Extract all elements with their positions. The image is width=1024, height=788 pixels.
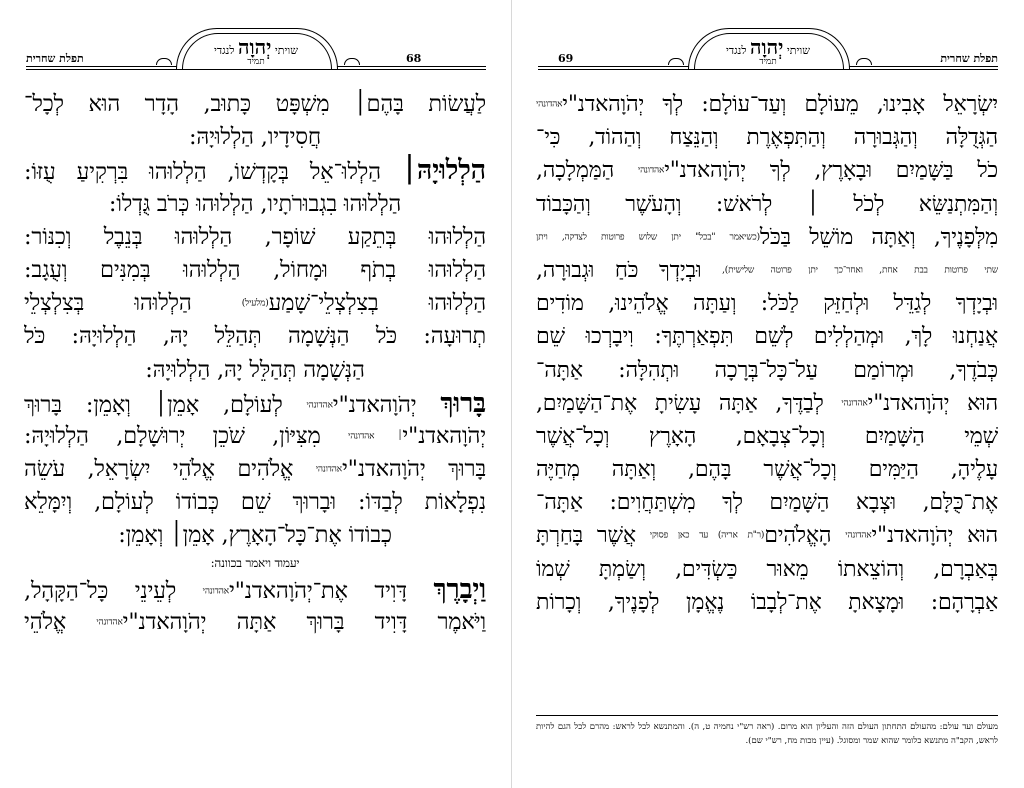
- header-rule: [26, 69, 486, 70]
- header-rule: [538, 69, 998, 70]
- inline-note: אהדונהי: [637, 165, 665, 176]
- text-line: [24, 320, 486, 353]
- line-text: יעמוד ויאמר בכוונה:: [210, 555, 300, 570]
- text-line: [24, 254, 486, 287]
- brand-pre: שויתי: [786, 44, 810, 57]
- right-page: [512, 0, 1024, 788]
- text-line: [24, 519, 486, 552]
- line-text: כֹל בַּשָּׁמַיִם וּבָאָרֶץ, לְךָ יְהֹוָהאדנ"י: [664, 158, 998, 184]
- ornament-icon: [856, 58, 872, 65]
- page-number: 68: [406, 52, 422, 65]
- inline-note: אהדונהי: [536, 99, 563, 110]
- line-text: דָּוִיד אֶת־יְהֹוָהאדנ"י: [228, 577, 434, 604]
- text-line: [24, 553, 486, 573]
- line-text: הַלְלוּהוּ בְּתֵקַע שׁוֹפָר, הַלְלוּהוּ בְּנֵבֶל וְכִנּוֹר:: [24, 223, 486, 250]
- line-text: מִלְּפָנֶיךָ, וְאַתָּה מוֹשֵׁל בַּכֹּל: [759, 224, 998, 250]
- line-text: לַעֲשׂוֹת בָּהֶם׀ מִשְׁפָּט כָּתוּב, הָדָר הוּא לְכָל־: [24, 91, 486, 117]
- text-line: [536, 287, 998, 320]
- text-line: [536, 354, 998, 387]
- inline-note: אהדונהי: [96, 617, 123, 628]
- text-line: [536, 221, 998, 254]
- line-text: אֲשֶׁר בָּחַרְתָּ: [536, 523, 650, 549]
- line-text: אַבְרָהָם: וּמָצָאתָ אֶת־לְבָבוֹ נֶאֱמָן לְפָנֶיךָ, וְכָרוֹת: [536, 589, 998, 615]
- line-text: וְהַמִּתְנַשֵּׂא לְכֹל ׀ לְרֹאשׁ: וְהָעֹשֶׁר וְהַכָּבוֹד: [536, 191, 998, 217]
- brand-name: יְהוָה: [750, 35, 784, 59]
- inline-note: אהדונהי: [845, 530, 872, 541]
- text-line: [536, 154, 998, 187]
- page-number: 69: [558, 52, 574, 65]
- text-line: [536, 553, 998, 586]
- line-text: לְעוֹלָם, אָמֵן׀ וְאָמֵן: בָּרוּךְ: [24, 391, 307, 418]
- line-text: בְּאַבְרָם, וְהוֹצֵאתוֹ מֵאוּר כַּשְׂדִּים, וְשַׂמְתָּ שְׁמוֹ: [536, 556, 998, 582]
- inline-note: (כשיאמר "בכל" יתן שלוש פרוטות לצדקה, ויתן: [536, 232, 760, 243]
- text-line: [536, 121, 998, 154]
- line-text: חֲסִידָיו, הַלְלוּיָהּ:: [189, 124, 321, 151]
- text-line: [24, 287, 486, 320]
- text-line: [536, 486, 998, 519]
- line-text: אֶת־כֻּלָּם, וּצְבָא הַשָּׁמַיִם לְךָ מִשְׁתַּחֲוִים: אַתָּה־: [536, 490, 998, 516]
- line-text: כְּבֹדֶךָ, וּמְרוֹמַם עַל־כָּל־בְּרָכָה וּתְהִלָּה: אַתָּה־: [536, 357, 998, 383]
- line-text: הַלְלוּ־אֵל בְּקָדְשׁוֹ, הַלְלוּהוּ בִּרְקִיעַ עֻזּוֹ:: [24, 159, 402, 186]
- running-title: תפלת שחרית: [940, 52, 998, 65]
- line-text: בָּרוּךְ יְהֹוָהאדנ"י: [341, 456, 486, 483]
- line-text: הַלְלוּהוּ בִגְבוּרֹתָיו, הַלְלוּהוּ כְּרֹב גֻּדְלוֹ:: [108, 190, 402, 217]
- line-text: אֱלֹהִים אֱלֹהֵי יִשְׂרָאֵל, עֹשֵׂה: [24, 456, 316, 483]
- text-line: [536, 387, 998, 420]
- line-text: יְהֹוָהאדנ"י: [402, 422, 486, 449]
- inline-note: (ר"ת אריה) עד כאן פסוקי: [649, 530, 765, 541]
- line-text: וַיֹּאמֶר דָּוִיד בָּרוּךְ אַתָּה יְהֹוָהאדנ"י: [122, 608, 486, 635]
- ornament-icon: [668, 58, 684, 65]
- lead-word: וַיְבָרֶךְ: [433, 573, 486, 605]
- line-text: הוּא יְהֹוָהאדנ"י: [871, 523, 998, 549]
- text-line: [24, 387, 486, 420]
- text-line: [536, 254, 998, 287]
- inline-note: אהדונהי: [202, 586, 229, 597]
- line-text: וּבְיָדְךָ כֹּחַ וּגְבוּרָה,: [536, 257, 723, 283]
- line-text: הַלְלוּהוּ בְצִלְצְלֵי־שָׁמַע: [268, 290, 486, 317]
- text-line: [536, 88, 998, 121]
- line-text: נִפְלָאוֹת לְבַדּוֹ: וּבָרוּךְ שֵׁם כְּבוֹדוֹ לְעוֹלָם, וְיִמָּלֵא: [24, 489, 486, 516]
- text-line: [24, 453, 486, 486]
- line-text: הַגְּדֻלָּה וְהַגְּבוּרָה וְהַתִּפְאֶרֶת וְהַנֵּצַח וְהַהוֹד, כִּי־: [536, 125, 998, 151]
- line-text: לְעֵינֵי כָּל־הַקָּהָל,: [24, 577, 203, 604]
- brand-pre: שויתי: [274, 44, 298, 57]
- text-line: [536, 420, 998, 453]
- page-header: [538, 28, 998, 72]
- inline-note: שתי פרוטות בבת אחת, ואחר־כך יתן פרוטה שלישית),: [722, 265, 998, 276]
- text-line: [24, 154, 486, 187]
- text-line: [24, 606, 486, 639]
- text-body: [24, 88, 486, 639]
- inline-note: אהדונהי: [306, 400, 333, 411]
- line-text: הָאֱלֹהִים: [764, 523, 846, 549]
- line-text: וּבְיָדְךָ לְגַדֵּל וּלְחַזֵּק לַכֹּל: וְעַתָּה אֱלֹהֵינוּ, מוֹדִים: [536, 291, 998, 317]
- page-header: [26, 28, 486, 72]
- text-line: [536, 586, 998, 619]
- line-text: יִשְׂרָאֵל אָבִינוּ, מֵעוֹלָם וְעַד־עוֹלָם: לְךָ יְהֹוָהאדנ"י: [562, 92, 998, 117]
- inline-note: ׀ אהדונהי: [348, 431, 403, 442]
- line-text: הַלְלוּהוּ בְּצִלְצְלֵי: [24, 290, 242, 317]
- brand-post: לנגדי: [726, 44, 747, 57]
- line-text: הוּא יְהֹוָהאדנ"י: [867, 390, 998, 416]
- line-text: עָלֶיהָ, הַיַּמִּים וְכָל־אֲשֶׁר בָּהֶם, וְאַתָּה מְחַיֶּה: [536, 457, 998, 483]
- text-line: [24, 188, 486, 221]
- line-text: מִצִּיּוֹן, שֹׁכֵן יְרוּשָׁלָם, הַלְלוּיָהּ:: [24, 422, 349, 449]
- footnote: מעולם ועד עולם: מהעולם התחתון העולם הזה והעליון הוא מרום. (ראה רש"י נחמיה ט, ה). והמתנשא לכל לראש: מהרם לכל הגם להיות לראש, הקב"ה מתנשא כלומר שהוא שמר ומסוגל. (עיין מכות מח, רש"י שם).: [536, 722, 998, 746]
- text-line: [536, 188, 998, 221]
- text-line: [24, 420, 486, 453]
- header-brand: [186, 35, 326, 67]
- inline-note: אהדונהי: [841, 398, 868, 409]
- brand-name: יְהוָה: [238, 35, 272, 59]
- line-text: לְבַדֶּךָ, אַתָּה עָשִׂיתָ אֶת־הַשָּׁמַיִם,: [536, 390, 842, 416]
- ornament-icon: [344, 58, 360, 65]
- line-text: אֲנַחְנוּ לָךְ, וּמְהַלְלִים לְשֵׁם תִּפְאַרְתֶּךָ: וִיבָרְכוּ שֵׁם: [536, 324, 998, 350]
- running-title: תפלת שחרית: [26, 52, 84, 65]
- line-text: הַלְלוּהוּ בְתֹף וּמָחוֹל, הַלְלוּהוּ בְּמִנִּים וְעֻגָב:: [24, 256, 486, 283]
- brand-sub: תמיד: [247, 57, 265, 67]
- line-text: אֱלֹהֵי: [24, 608, 97, 635]
- text-line: [536, 453, 998, 486]
- brand-post: לנגדי: [214, 44, 235, 57]
- header-brand: [698, 35, 838, 67]
- footnote-rule: [536, 715, 998, 716]
- line-text: יְהֹוָהאדנ"י: [332, 391, 441, 418]
- ornament-icon: [156, 58, 172, 65]
- text-line: [24, 121, 486, 154]
- inline-note: (מלעיל): [241, 298, 269, 309]
- text-line: [24, 88, 486, 121]
- text-line: [24, 486, 486, 519]
- lead-word: הַלְלוּיָהּ׀: [401, 155, 486, 187]
- text-line: [536, 519, 998, 552]
- line-text: הַנְּשָׁמָה תְּהַלֵּל יָהּ, הַלְלוּיָהּ:: [145, 356, 365, 383]
- text-line: [24, 354, 486, 387]
- line-text: שְׁמֵי הַשָּׁמַיִם וְכָל־צְבָאָם, הָאָרֶץ וְכָל־אֲשֶׁר: [536, 423, 998, 449]
- lead-word: בָּרוּךְ: [440, 387, 486, 419]
- line-text: הַמַּמְלָכָה,: [536, 158, 638, 184]
- brand-sub: תמיד: [759, 57, 777, 67]
- inline-note: אהדונהי: [315, 464, 342, 475]
- text-line: [536, 320, 998, 353]
- line-text: כְבוֹדוֹ אֶת־כָּל־הָאָרֶץ, אָמֵן׀ וְאָמֵן:: [118, 522, 392, 549]
- text-body: [536, 88, 998, 619]
- text-line: [24, 221, 486, 254]
- text-line: [24, 573, 486, 606]
- line-text: תְרוּעָה: כֹּל הַנְּשָׁמָה תְּהַלֵּל יָהּ, הַלְלוּיָהּ: כֹּל: [24, 323, 486, 350]
